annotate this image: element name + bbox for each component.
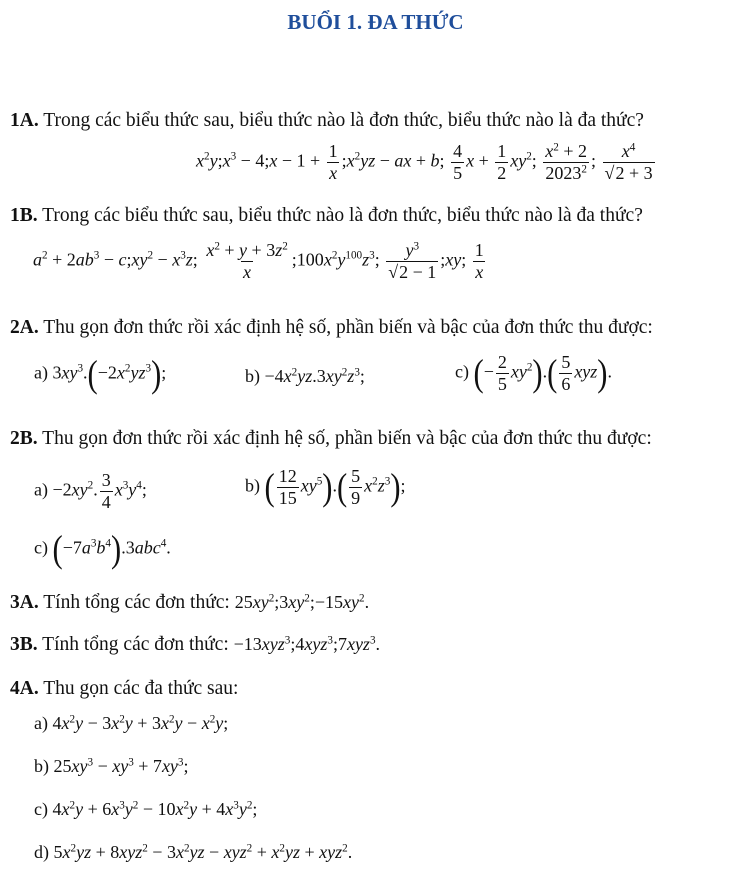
item-2b-b: b) ( $\frac{12}{15}$ $xy^5$).( $\frac{5}{9}$ $x^2z^3$); [245,465,406,509]
question-3b: 3B. Tính tổng các đơn thức: −13xyz$^3$;4xyz$^3$;7xyz$^3$. [10,634,381,655]
question-label: 4A. [10,678,39,699]
item-4a-d: d) $5x^2yz + 8xyz^2 - 3x^2yz - xyz^2 + x^2yz + xyz^2$. [34,842,353,862]
item-4a-a: a) $4x^2y - 3x^2y + 3x^2y - x^2y$; [34,713,229,733]
question-label: 1B. [10,205,38,226]
question-label: 2A. [10,317,39,338]
item-2b-a: $a) -2xy^2$. $\frac{3}{4}$ $x^3y^4$; [34,470,147,512]
question-label: 3B. [10,634,38,655]
question-3a: 3A. Tính tổng các đơn thức: $25xy^2;3xy^2;-15xy^2$. [10,592,370,613]
question-1a [10,110,644,132]
question-2b [10,428,652,450]
question-text: Trong các biểu thức sau, biểu thức nào là đơn thức, biểu thức nào là đa thức? [42,205,643,226]
question-text: Trong các biểu thức sau, biểu thức nào là đơn thức, biểu thức nào là đa thức? [43,110,644,131]
question-text: Thu gọn đơn thức rồi xác định hệ số, phần biến và bậc của đơn thức thu được: [42,428,652,449]
question-text: Thu gọn đơn thức rồi xác định hệ số, phần biến và bậc của đơn thức thu được: [43,317,653,338]
question-text: Thu gọn các đa thức sau: [43,678,239,699]
question-text: Tính tổng các đơn thức: [42,634,229,655]
question-label: 3A. [10,592,39,613]
page-title: BUỔI 1. ĐA THỨC [287,10,464,34]
question-label: 1A. [10,110,39,131]
item-4a-c: c) $4x^2y + 6x^3y^2 - 10x^2y + 4x^3y^2$; [34,799,258,819]
item-2a-a: a) $3xy^3.(-2x^2yz^3)$; [34,352,167,396]
expression-list-1a: $x^2y;x^3$ − 4;x − 1 + $\frac{1}{x}$ $;x^2yz$ − ax + b; $\frac{4}{5}$ x + $\frac{1}{2}$ $xy^2$; $\frac{x^2 + 2}{2023^2}$ ; $\frac{x^4}{√2 + 3}$ [196,141,653,183]
question-2a [10,317,653,339]
item-2a-c: c) (− $\frac{2}{5}$ $xy^2$).( $\frac{5}{6}$ xyz). [455,351,612,395]
item-4a-b: b) $25xy^3 - xy^3 + 7xy^3$; [34,756,189,776]
question-label: 2B. [10,428,38,449]
expression-list-1b: $a^2 + 2ab^3$ − $c;xy^2 - x^3z$; $\frac{x^2 + y + 3z^2}{x}$ $;100x^2y^{100}z^3$; $\frac{y^3}{√2 - 1}$ ;xy; $\frac{1}{x}$ [33,240,484,282]
question-1b [10,205,643,227]
item-2b-c: c) $(-7a^3b^4).3abc^4$. [34,527,171,571]
item-2a-b: $b) -4x^2yz.3xy^2z^3$; [245,366,365,386]
question-4a [10,678,238,700]
question-text: Tính tổng các đơn thức: [43,592,230,613]
